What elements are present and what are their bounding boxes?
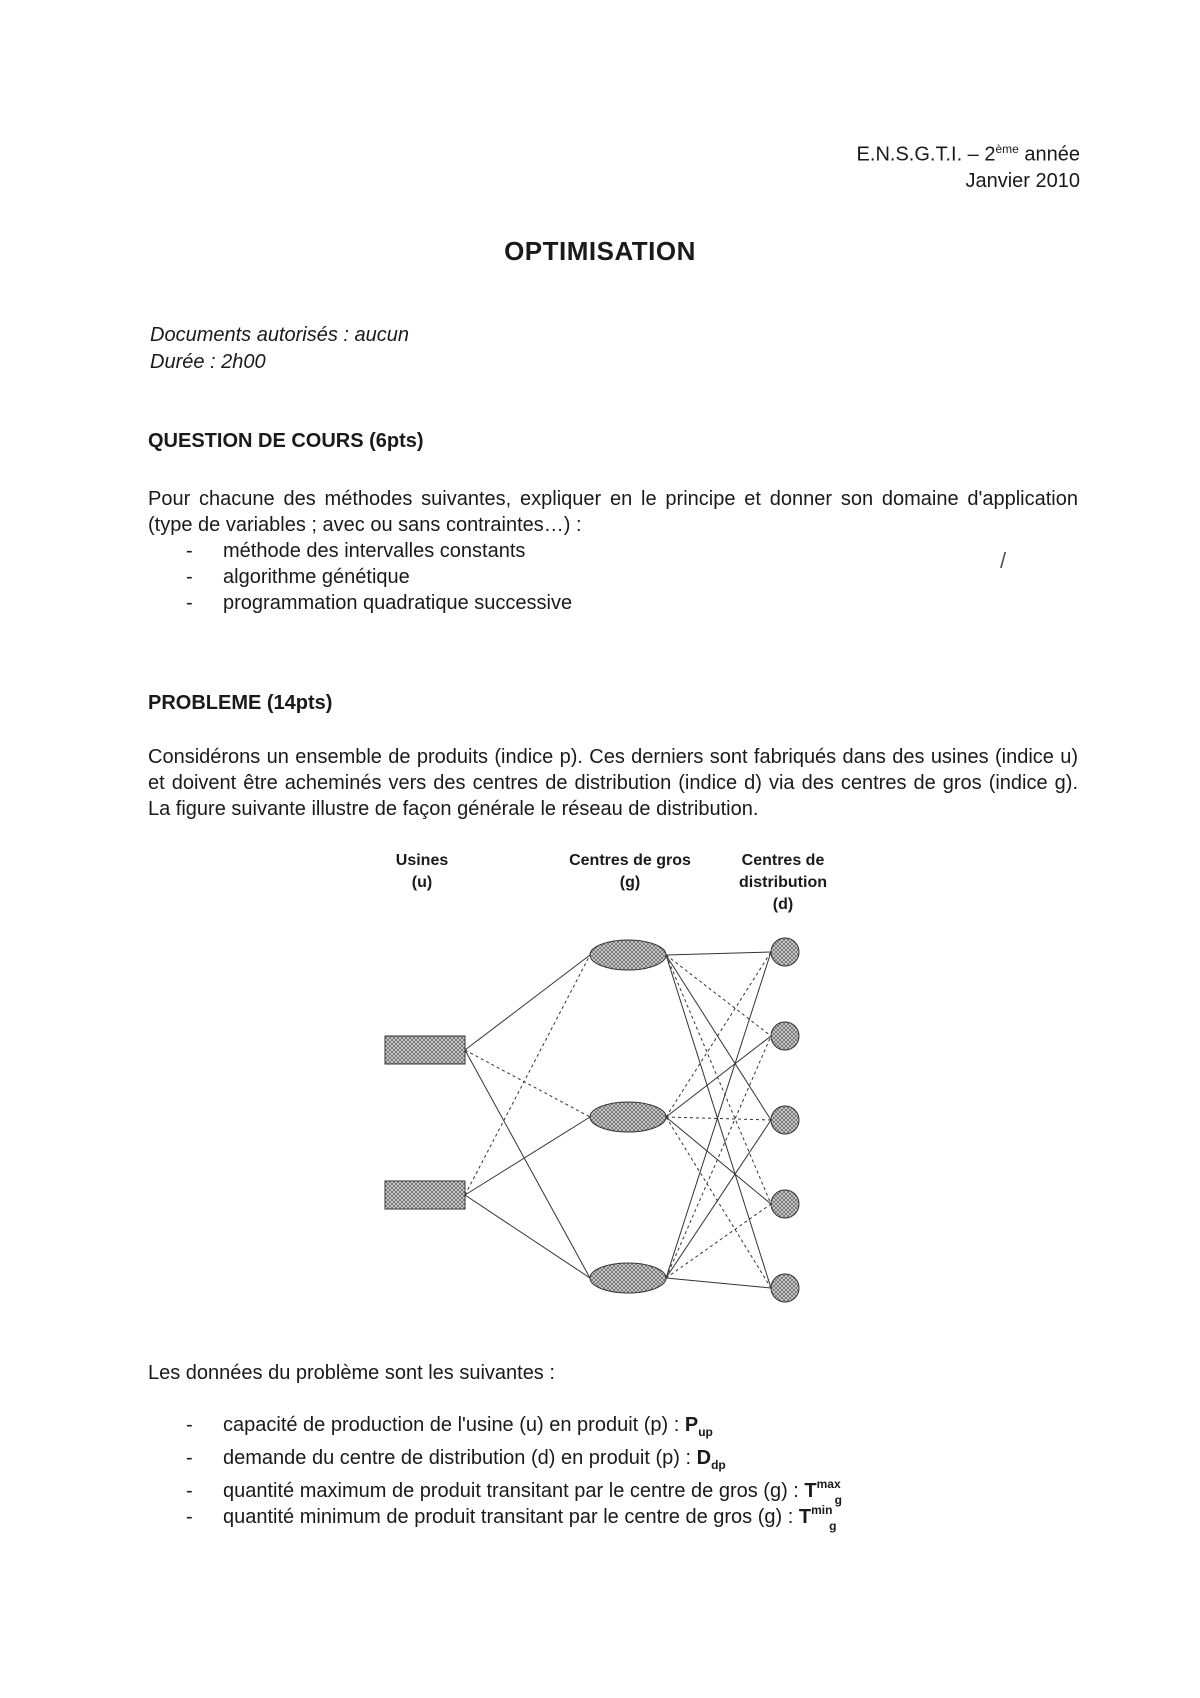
superscript: min	[811, 1503, 833, 1517]
centre-distribution-node	[771, 938, 799, 966]
question-intro: Pour chacune des méthodes suivantes, expliquer en le principe et donner son domaine d'application (type de variables ; avec ou sans contraintes…) :	[148, 488, 1078, 536]
subscript: dp	[711, 1458, 726, 1472]
centre-distribution-node	[771, 1106, 799, 1134]
list-item-text: quantité minimum de produit transitant par le centre de gros (g) :	[223, 1506, 799, 1528]
network-edge	[666, 1036, 771, 1278]
centre-gros-node	[590, 940, 666, 970]
network-edge	[465, 955, 590, 1195]
list-item-text: demande du centre de distribution (d) en produit (p) :	[223, 1447, 697, 1469]
list-item: - capacité de production de l'usine (u) en produit (p) : $P_{up}$	[186, 1414, 713, 1439]
centre-distribution-node	[771, 1022, 799, 1050]
symbol: T	[798, 1506, 812, 1528]
year-ordinal: ème	[995, 142, 1019, 156]
documents-allowed: Documents autorisés : aucun	[150, 324, 410, 346]
year-word: année	[1018, 143, 1080, 166]
network-edge	[666, 1117, 771, 1288]
label-line: Usines	[395, 852, 449, 869]
network-edge	[666, 955, 771, 1204]
list-item: - programmation quadratique successive	[186, 592, 573, 614]
problem-intro: Considérons un ensemble de produits (indice p). Ces derniers sont fabriqués dans des usines (indice u) et doivent être acheminés vers des centres de distribution (indice d) via des centres de gros (indice g). La figure suivante illustre de façon générale le réseau de distribution.	[148, 746, 1078, 820]
network-edge	[465, 955, 590, 1050]
network-edge	[666, 1117, 771, 1204]
list-item: - méthode des intervalles constants	[186, 540, 526, 562]
subscript: g	[829, 1519, 837, 1533]
symbol: P	[684, 1414, 699, 1436]
network-edge	[666, 1204, 771, 1278]
page-title: OPTIMISATION	[504, 236, 696, 266]
network-edge	[666, 955, 771, 1120]
network-edge	[666, 952, 771, 1117]
list-item-text: capacité de production de l'usine (u) en produit (p) :	[223, 1414, 685, 1436]
network-edge	[666, 955, 771, 1036]
data-list	[148, 1412, 842, 1533]
symbol: T	[804, 1480, 817, 1502]
label-line: Centres de gros	[569, 852, 691, 869]
centre-distribution-node	[771, 1190, 799, 1218]
exam-date: Janvier 2010	[965, 169, 1080, 192]
sup-sub	[811, 1503, 837, 1533]
network-edge	[465, 1117, 590, 1195]
problem-heading: PROBLEME (14pts)	[148, 692, 333, 714]
label-line: Centres de	[741, 852, 825, 869]
list-item: - algorithme génétique	[186, 566, 410, 588]
network-edge	[666, 1278, 771, 1288]
usine-node	[385, 1036, 465, 1064]
list-item: - quantité maximum de produit transitant par le centre de gros (g) : T max g	[148, 1478, 837, 1504]
label-line: distribution	[739, 874, 827, 891]
stray-pen-mark: /	[1000, 548, 1007, 573]
network-edge	[666, 1120, 771, 1278]
centre-gros-node	[590, 1102, 666, 1132]
usine-node	[385, 1181, 465, 1209]
list-item-text: programmation quadratique successive	[223, 592, 573, 614]
superscript: max	[816, 1477, 841, 1491]
symbol: D	[696, 1447, 712, 1469]
centre-gros-node	[590, 1263, 666, 1293]
sup-sub	[816, 1477, 842, 1507]
duration: Durée : 2h00	[150, 351, 266, 373]
question-heading: QUESTION DE COURS (6pts)	[148, 430, 424, 452]
network-edge	[666, 1117, 771, 1120]
label-line: (d)	[772, 896, 794, 913]
list-item: - quantité minimum de produit transitant par le centre de gros (g) : T min g	[148, 1504, 837, 1530]
list-item-text: méthode des intervalles constants	[223, 540, 526, 562]
list-item-text: algorithme génétique	[223, 566, 410, 588]
network-edge	[465, 1195, 590, 1278]
list-item-text: quantité maximum de produit transitant par le centre de gros (g) :	[223, 1480, 805, 1502]
data-intro: Les données du problème sont les suivantes :	[148, 1362, 555, 1384]
subscript: up	[698, 1425, 713, 1439]
school-name: E.N.S.G.T.I. – 2	[856, 143, 996, 166]
subscript: g	[834, 1493, 842, 1507]
network-edge	[666, 1036, 771, 1117]
network-edge	[465, 1050, 590, 1278]
network-edge	[666, 955, 771, 1288]
network-edge	[666, 952, 771, 955]
network-nodes	[385, 938, 799, 1302]
label-line: (g)	[619, 874, 641, 891]
list-item: - demande du centre de distribution (d) en produit (p) : $D_{dp}$	[186, 1447, 726, 1472]
network-edge	[666, 952, 771, 1278]
label-line: (u)	[411, 874, 433, 891]
centre-distribution-node	[771, 1274, 799, 1302]
